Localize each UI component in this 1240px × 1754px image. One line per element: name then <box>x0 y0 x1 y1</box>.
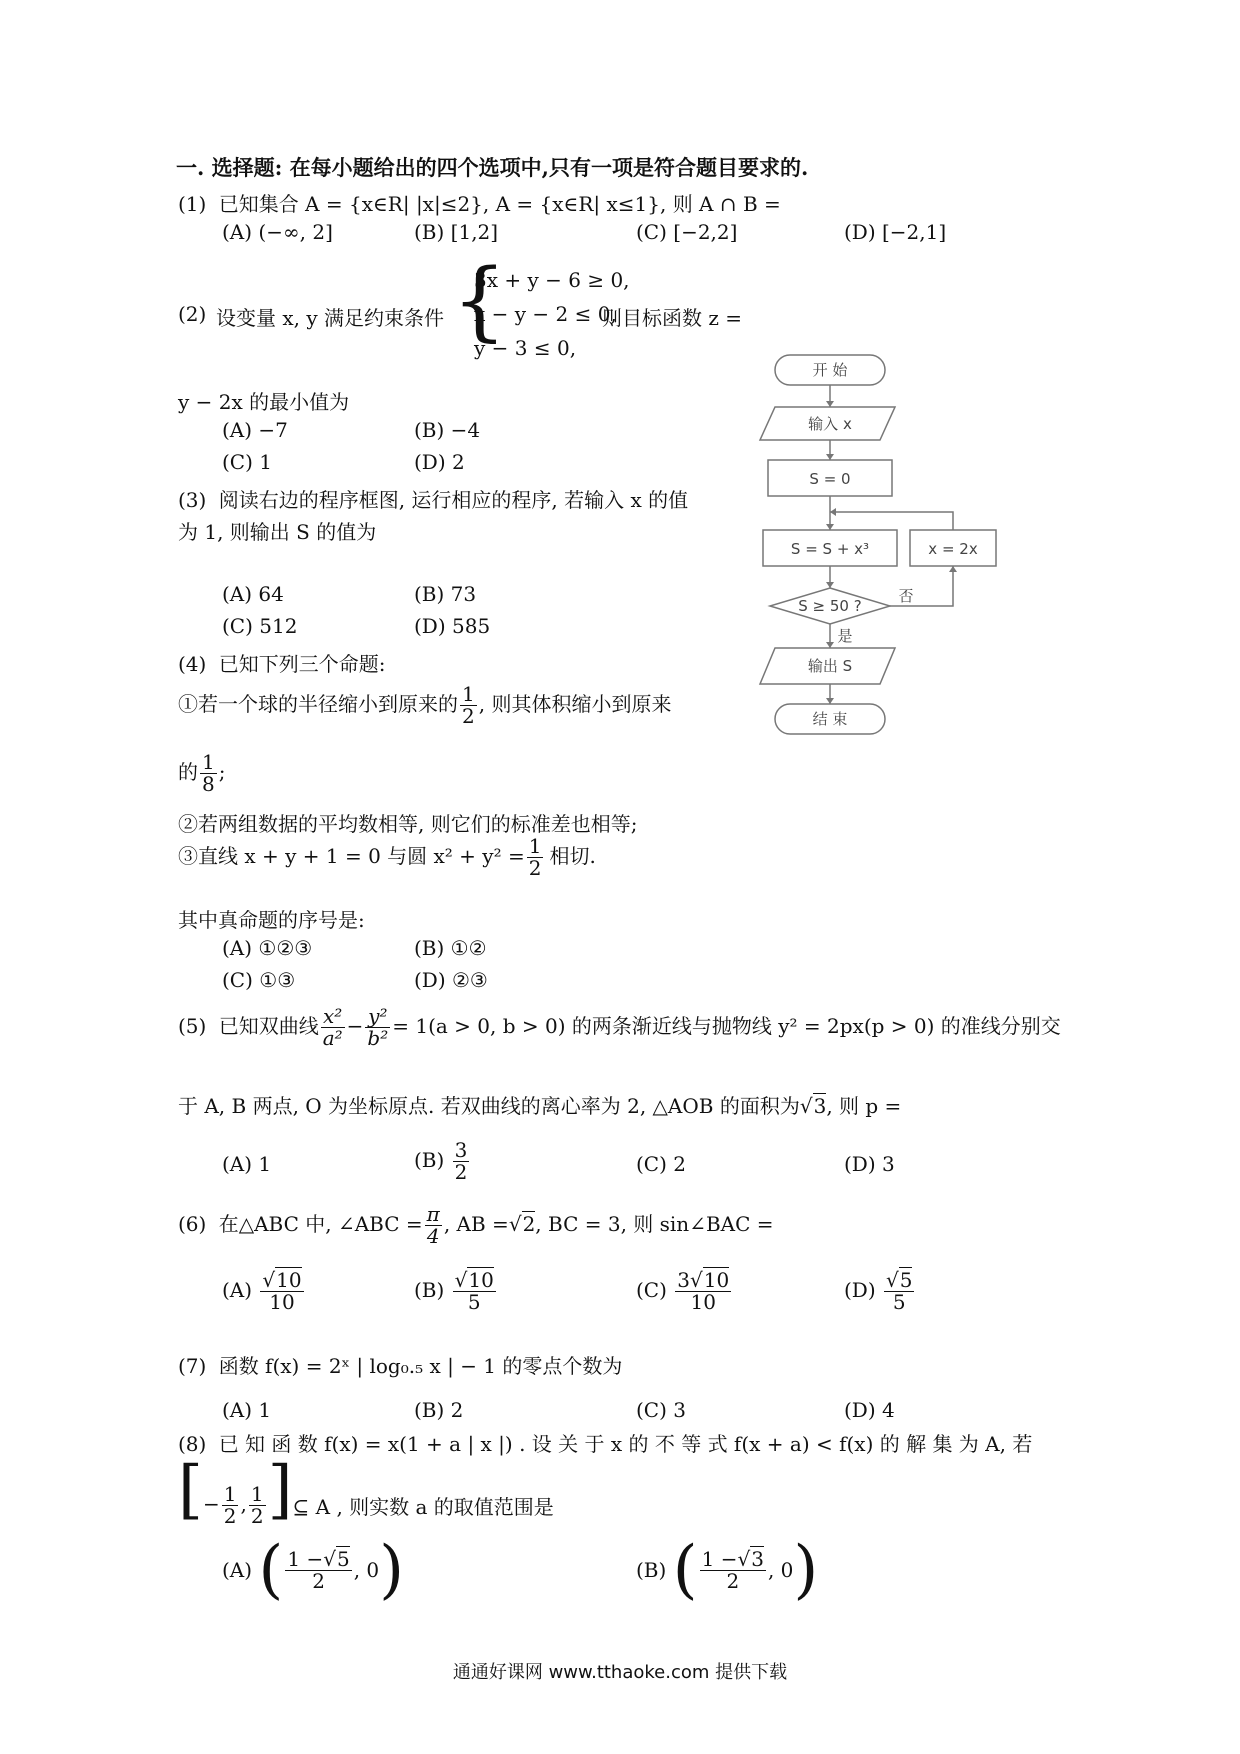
q4-option-d: (D) ②③ <box>414 968 488 992</box>
q6-number: (6) <box>178 1212 207 1236</box>
q1-option-c: (C) [−2,2] <box>636 220 738 244</box>
q1-stem <box>178 188 781 217</box>
q7-stem: (7) 函数 f(x) = 2ˣ | log₀.₅ x | − 1 的零点个数为 <box>178 1354 623 1378</box>
flowchart-condition-label: S ≥ 50 ? <box>798 597 862 615</box>
flowchart-update-box <box>763 530 897 566</box>
q2-constraint-2: x − y − 2 ≤ 0, <box>474 302 617 326</box>
flowchart-start-label: 开 始 <box>812 361 848 379</box>
q2-option-b: (B) −4 <box>414 418 481 442</box>
q4-stem <box>178 648 385 677</box>
q2-pre: 设变量 x, y 满足约束条件 <box>216 306 445 330</box>
q4-prop-3: ③直线 x + y + 1 = 0 与圆 x² + y² = $\frac{1}{2}$ 相切. <box>178 834 596 880</box>
q6-option-b: (B) $\frac{√10}{5}$ <box>414 1268 494 1314</box>
fraction-eighth: $\frac{1}{8}$ <box>202 750 215 796</box>
q5-option-c: (C) 2 <box>636 1152 686 1176</box>
q2-constraint-3: y − 3 ≤ 0, <box>474 336 577 360</box>
q7-number: (7) <box>178 1354 207 1378</box>
q2-option-d: (D) 2 <box>414 450 465 474</box>
q4-option-c: (C) ①③ <box>222 968 296 992</box>
q5-fraction-2: $\frac{\text{y²}}{\text{b²}}$ <box>367 1004 389 1050</box>
q7-option-b: (B) 2 <box>414 1398 464 1422</box>
q3-number: (3) <box>178 488 207 512</box>
q3-line2: 为 1, 则输出 S 的值为 <box>178 520 377 544</box>
q2-post: 则目标函数 z = <box>602 306 743 330</box>
q4-number: (4) <box>178 652 207 676</box>
q1-option-d: (D) [−2,1] <box>844 220 947 244</box>
q4-option-a: (A) ①②③ <box>222 936 313 960</box>
q2-brace: { <box>452 251 507 351</box>
q1-number: (1) <box>178 192 207 216</box>
flowchart-double-box <box>910 530 996 566</box>
q5-option-b: (B) $\frac{3}{2}$ <box>414 1138 468 1184</box>
q4-prop-1-text-b: , 则其体积缩小到原来 <box>478 692 672 716</box>
q4-prop-1-text: ①若一个球的半径缩小到原来的 <box>178 692 458 716</box>
q8-option-b: (B) ( $\frac{1 -√3}{2}$ , 0) <box>636 1533 819 1607</box>
q8-stem: (8) 已 知 函 数 f(x) = x(1 + a | x |) . 设 关 于 x 的 不 等 式 f(x + a) < f(x) 的 解 集 为 A, 若 <box>178 1432 1033 1456</box>
q3-text-1: 阅读右边的程序框图, 运行相应的程序, 若输入 x 的值 <box>218 488 689 512</box>
q1-option-a: (A) (−∞, 2] <box>222 220 333 244</box>
q2-line2: y − 2x 的最小值为 <box>178 390 350 414</box>
fraction-half: $\frac{1}{2}$ <box>462 682 475 728</box>
q1-text: 已知集合 A = {x∈R| |x|≤2}, A = {x∈R| x≤1}, 则 A ∩ B = <box>218 192 781 216</box>
q8-line2: [− $\frac{1}{2}$ , $\frac{1}{2}$ ]⊆ A , 则实数 a 的取值范围是 <box>178 1453 554 1528</box>
flowchart-double-label: x = 2x <box>928 540 978 558</box>
q3-option-d: (D) 585 <box>414 614 491 638</box>
q7-option-c: (C) 3 <box>636 1398 686 1422</box>
section-heading: 一. 选择题: 在每小题给出的四个选项中,只有一项是符合题目要求的. <box>176 155 809 180</box>
flowchart-end-label: 结 束 <box>812 710 848 728</box>
flowchart-end-box <box>775 704 885 734</box>
q2-number: (2) <box>178 302 207 326</box>
q5-option-a: (A) 1 <box>222 1152 272 1176</box>
flowchart-input-box <box>760 407 895 440</box>
q3-option-a: (A) 64 <box>222 582 284 606</box>
flowchart-no-label: 否 <box>898 587 914 605</box>
q2-constraint-1: 3x + y − 6 ≥ 0, <box>474 268 630 292</box>
flowchart-output-label: 输出 S <box>807 657 853 675</box>
q6-option-a: (A) $\frac{√10}{10}$ <box>222 1268 302 1314</box>
q1-option-b: (B) [1,2] <box>414 220 499 244</box>
page-footer: 通通好课网 www.tthaoke.com 提供下载 <box>452 1662 788 1683</box>
q6-option-c: (C) $\frac{3√10}{10}$ <box>636 1268 730 1314</box>
flowchart-output-box <box>760 648 895 684</box>
fraction-pi-4: $\frac{\pi}{4}$ <box>426 1202 440 1248</box>
flowchart-input-label: 输入 x <box>808 415 852 433</box>
fraction-half-2: $\frac{1}{2}$ <box>528 834 542 880</box>
flowchart-init-label: S = 0 <box>809 470 851 488</box>
q5-stem: (5) 已知双曲线 $\frac{\text{x²}}{\text{a²}}$ − $\frac{\text{y²}}{\text{b²}}$ = 1(a > 0, b > 0) 的两条渐近线与抛物线 y² = 2px(p > 0) 的准线分别交 <box>178 1004 1061 1050</box>
flowchart-update-label: S = S + x³ <box>790 540 870 558</box>
sqrt-3: 3 <box>813 1094 827 1118</box>
q3-option-c: (C) 512 <box>222 614 298 638</box>
q4-option-b: (B) ①② <box>414 936 487 960</box>
q3-option-b: (B) 73 <box>414 582 477 606</box>
q5-line2: 于 A, B 两点, O 为坐标原点. 若双曲线的离心率为 2, △AOB 的面积为√3, 则 p = <box>178 1094 902 1118</box>
q3-line1 <box>178 484 688 513</box>
q4-prop-1 <box>178 684 671 727</box>
q5-option-d: (D) 3 <box>844 1152 895 1176</box>
q4-prop-2: ②若两组数据的平均数相等, 则它们的标准差也相等; <box>178 812 638 836</box>
q4-ask: 其中真命题的序号是: <box>178 908 365 932</box>
flowchart-init-box <box>768 460 892 496</box>
q6-stem: (6) 在△ABC 中, ∠ABC = $\frac{\pi}{4}$ , AB =√2, BC = 3, 则 sin∠BAC = <box>178 1202 774 1248</box>
q6-option-d: (D) $\frac{√5}{5}$ <box>844 1268 913 1314</box>
q4-text: 已知下列三个命题: <box>218 652 386 676</box>
q5-number: (5) <box>178 1014 207 1038</box>
flowchart-start-box <box>775 355 885 385</box>
q5-fraction-1: $\frac{\text{x²}}{\text{a²}}$ <box>322 1004 343 1050</box>
q4-prop-1-cont: 的 $\frac{1}{8}$ ; <box>178 750 226 796</box>
q2-option-a: (A) −7 <box>222 418 288 442</box>
fraction-three-halves: $\frac{3}{2}$ <box>454 1138 468 1184</box>
q8-number: (8) <box>178 1432 207 1456</box>
flowchart-condition <box>770 588 890 624</box>
flowchart-yes-label: 是 <box>837 627 853 645</box>
q7-option-d: (D) 4 <box>844 1398 895 1422</box>
q8-option-a: (A) ( $\frac{1 -√5}{2}$ , 0) <box>222 1533 405 1607</box>
q2-option-c: (C) 1 <box>222 450 272 474</box>
q7-option-a: (A) 1 <box>222 1398 272 1422</box>
